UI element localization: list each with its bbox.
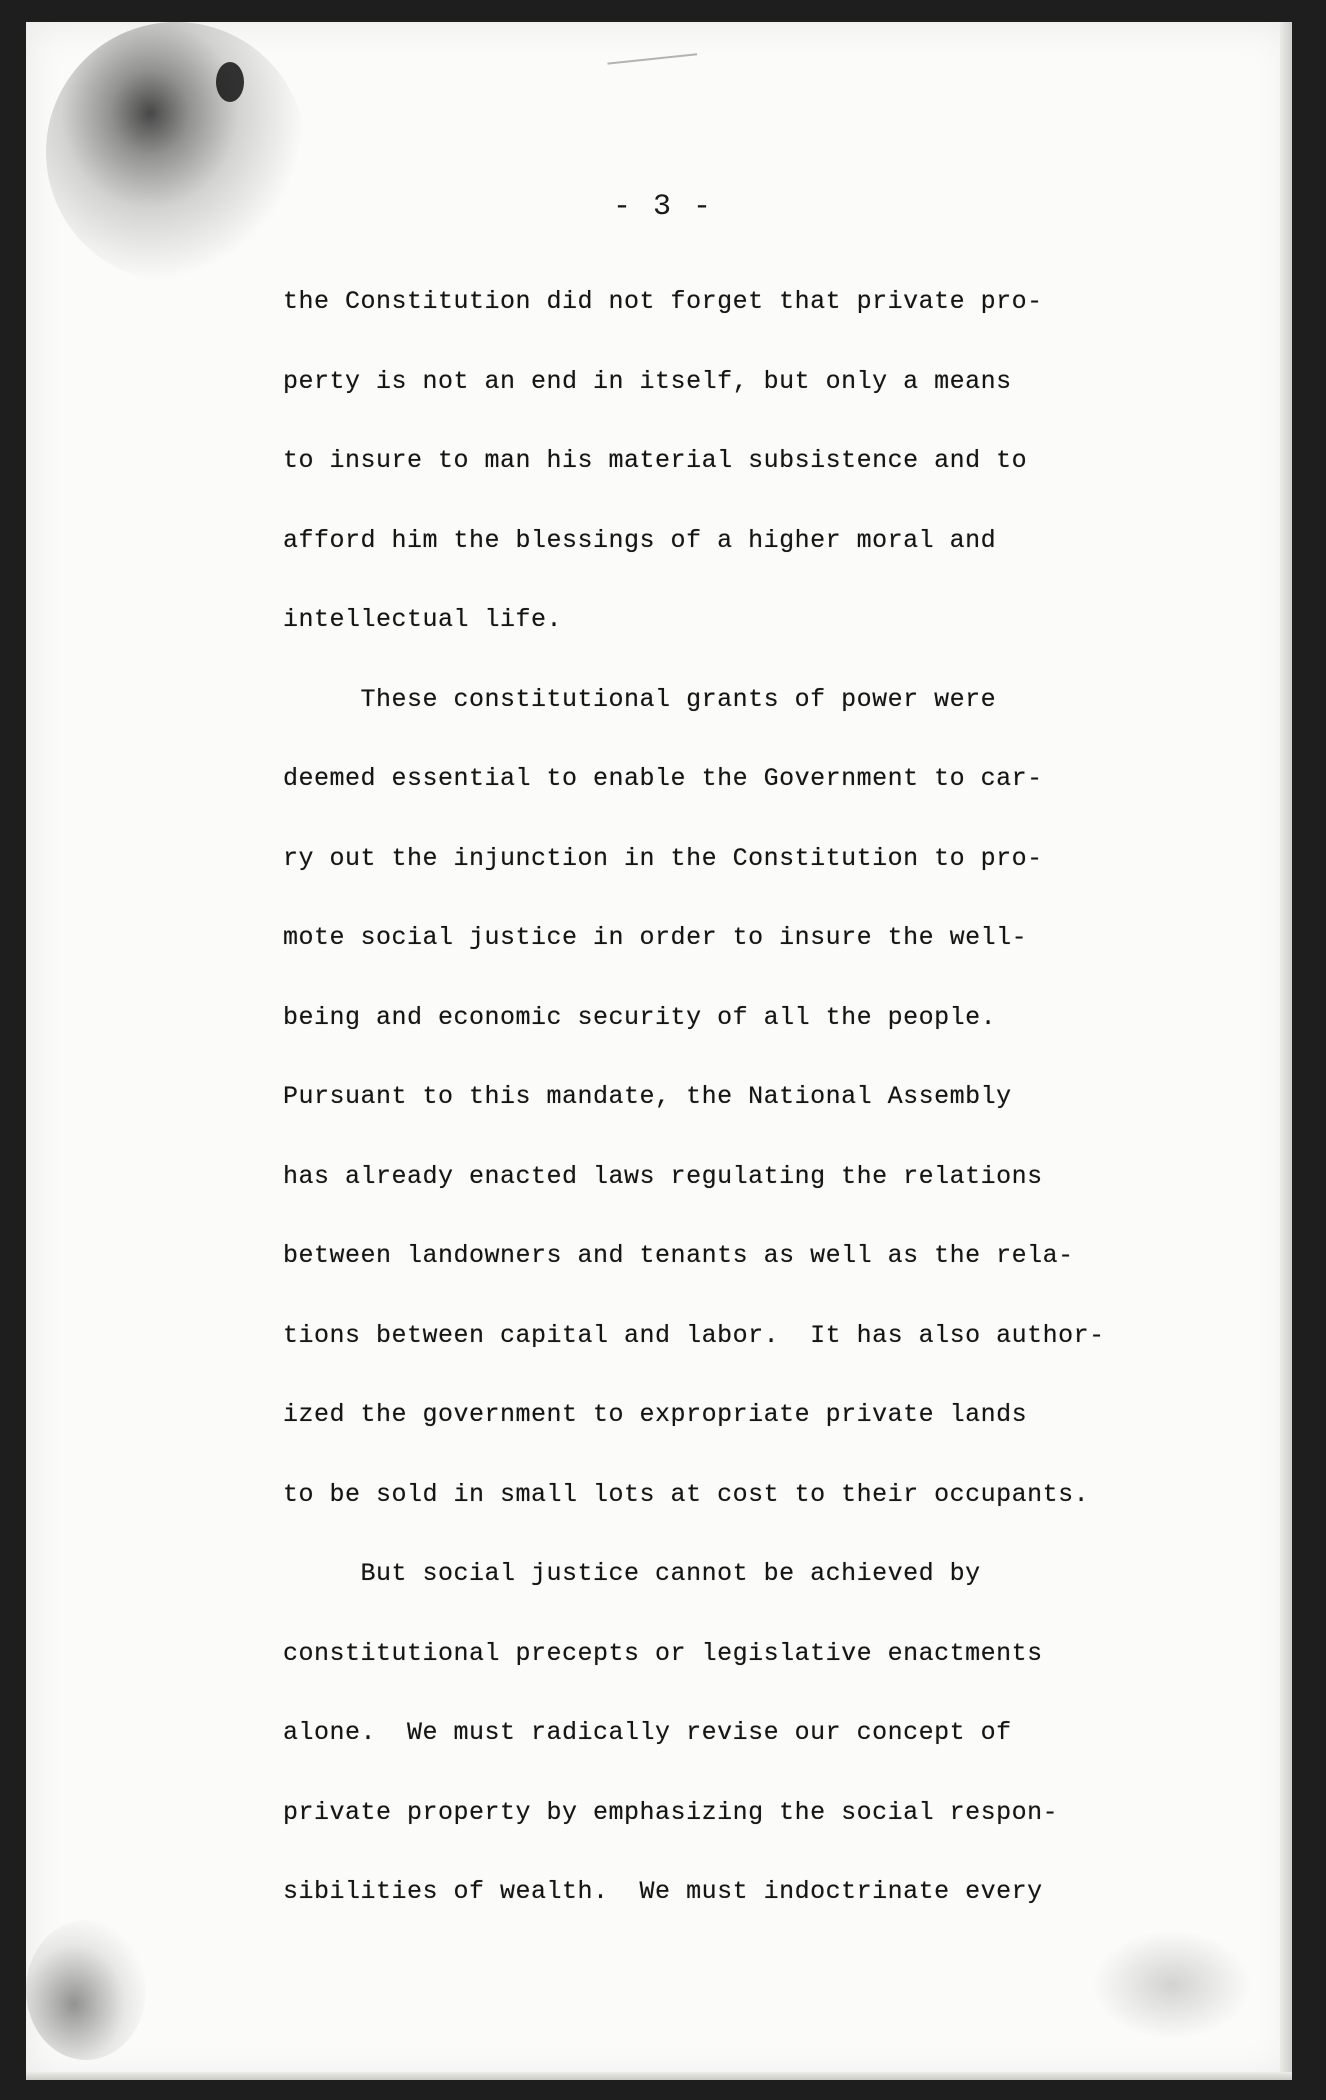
text-line: ry out the injunction in the Constitution to pro-	[283, 843, 1043, 873]
text-line: sibilities of wealth. We must indoctrinate every	[283, 1877, 1043, 1906]
text-line: private property by emphasizing the social respon-	[283, 1797, 1059, 1827]
text-line: between landowners and tenants as well as the rela-	[283, 1241, 1074, 1270]
typewritten-text	[283, 262, 1183, 1932]
text-line: to insure to man his material subsistence and to	[283, 446, 1028, 475]
ink-smudge	[1092, 1930, 1252, 2040]
text-line: intellectual life.	[283, 605, 563, 634]
text-line: alone. We must radically revise our concept of	[283, 1718, 1012, 1747]
page-edge	[26, 2072, 1292, 2080]
ink-smudge	[46, 22, 306, 282]
text-line: tions between capital and labor. It has also author-	[283, 1320, 1105, 1350]
text-line: These constitutional grants of power were	[283, 684, 997, 714]
text-line: constitutional precepts or legislative enactments	[283, 1638, 1043, 1668]
text-line: mote social justice in order to insure the well-	[283, 923, 1028, 952]
text-line: afford him the blessings of a higher moral and	[283, 525, 997, 555]
text-line: has already enacted laws regulating the relations	[283, 1161, 1043, 1191]
text-line: Pursuant to this mandate, the National Assembly	[283, 1082, 1012, 1111]
pencil-mark	[605, 29, 697, 64]
text-line: ized the government to expropriate private lands	[283, 1400, 1028, 1429]
text-line: the Constitution did not forget that private pro-	[283, 287, 1043, 316]
text-line: to be sold in small lots at cost to their occupants.	[283, 1479, 1090, 1509]
ink-smudge	[26, 1920, 146, 2060]
page-number: - 3 -	[612, 190, 713, 224]
text-line: perty is not an end in itself, but only a means	[283, 366, 1012, 396]
text-line: deemed essential to enable the Government to car-	[283, 764, 1043, 793]
text-line: But social justice cannot be achieved by	[283, 1559, 981, 1588]
text-line: being and economic security of all the people.	[283, 1002, 997, 1032]
page-edge	[1280, 22, 1292, 2080]
ink-blot	[216, 62, 244, 102]
